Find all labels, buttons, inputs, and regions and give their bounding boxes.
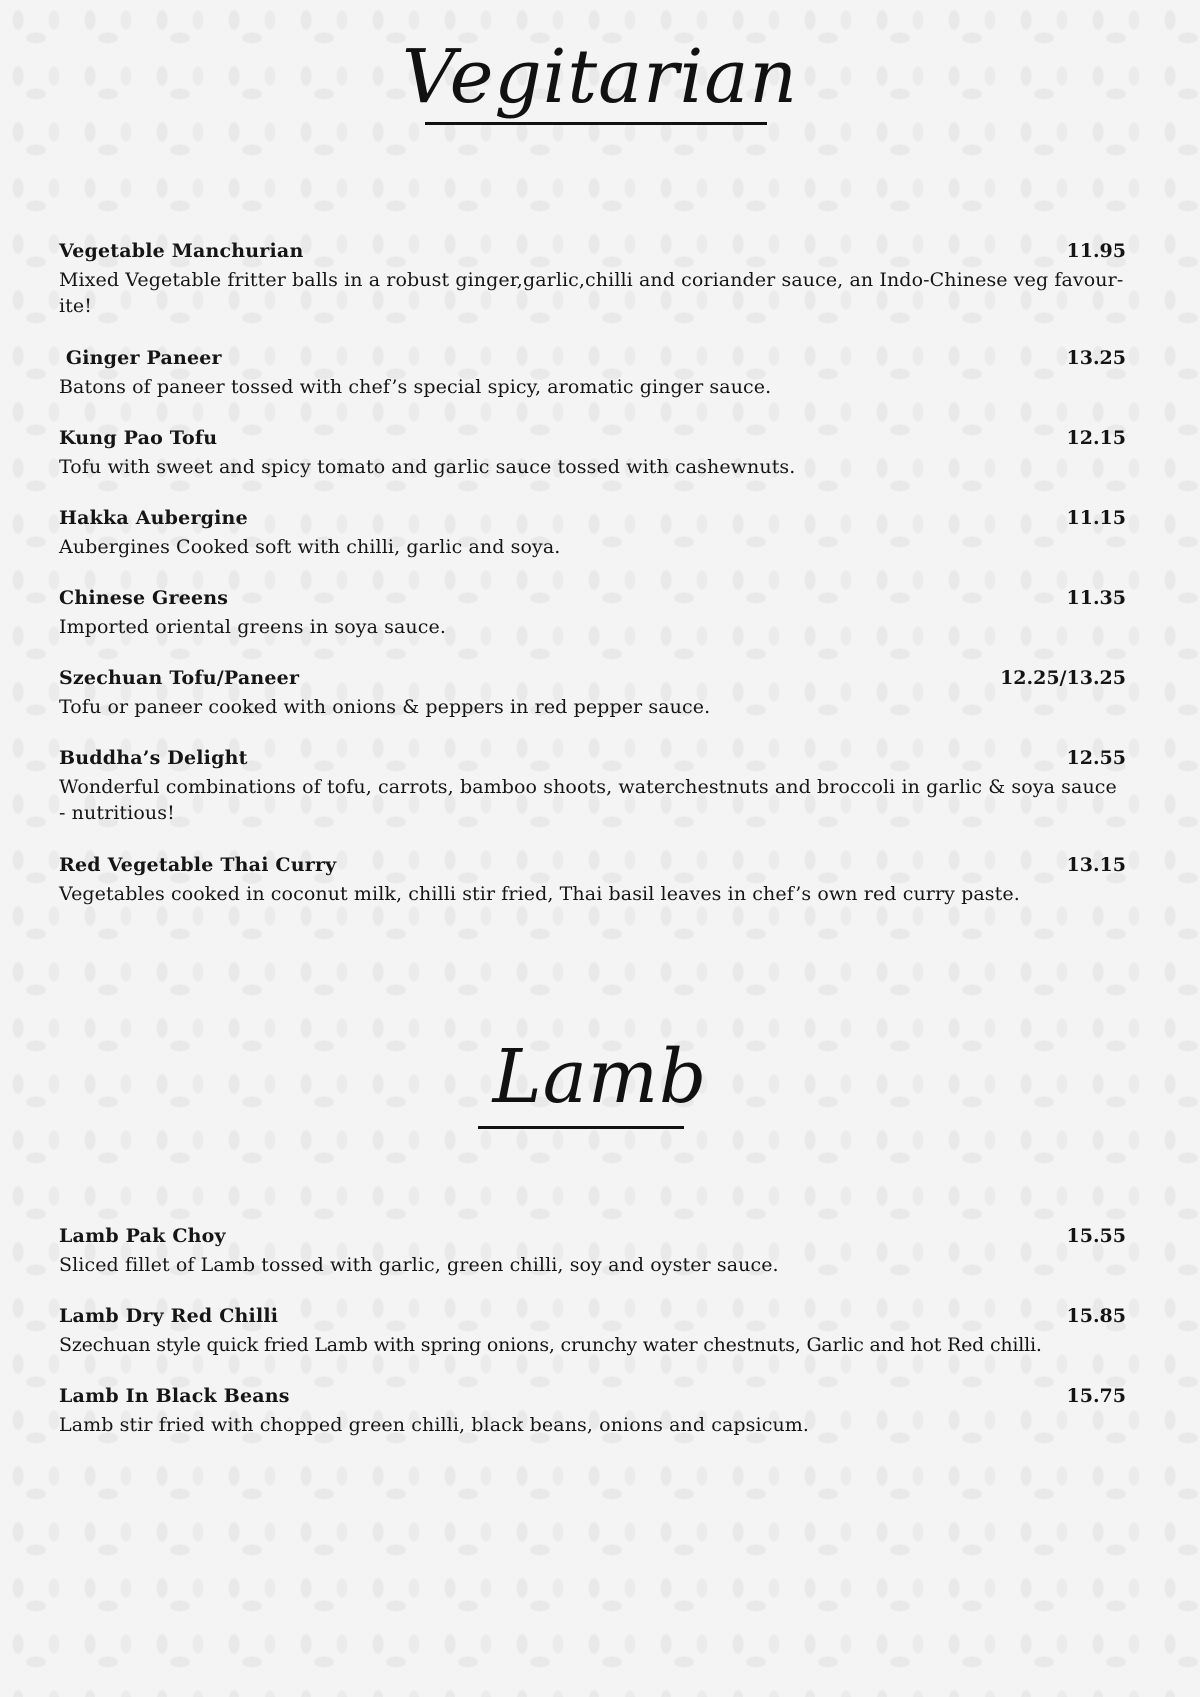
item-name: Ginger Paneer bbox=[59, 347, 222, 369]
vegetarian-title-rule bbox=[425, 122, 767, 125]
item-desc: Sliced fillet of Lamb tossed with garlic, green chilli, soy and oyster sauce. bbox=[59, 1254, 779, 1276]
menu-item bbox=[59, 1385, 1126, 1438]
item-name: Lamb Pak Choy bbox=[59, 1225, 226, 1247]
menu-item bbox=[59, 240, 1126, 319]
item-price: 13.25 bbox=[1066, 347, 1126, 369]
item-desc: Vegetables cooked in coconut milk, chilli stir fried, Thai basil leaves in chef’s own red curry paste. bbox=[59, 883, 1020, 905]
vegetarian-title: Vegitarian bbox=[401, 34, 799, 120]
menu-item bbox=[59, 1225, 1126, 1278]
item-name: Chinese Greens bbox=[59, 587, 229, 609]
item-price: 12.25/13.25 bbox=[1000, 667, 1126, 689]
item-desc: Lamb stir fried with chopped green chilli, black beans, onions and capsicum. bbox=[59, 1414, 810, 1436]
lamb-title-rule bbox=[478, 1126, 684, 1129]
item-desc: Tofu or paneer cooked with onions & peppers in red pepper sauce. bbox=[59, 696, 711, 718]
item-name: Vegetable Manchurian bbox=[59, 240, 304, 262]
item-name: Kung Pao Tofu bbox=[59, 427, 218, 449]
lamb-title: Lamb bbox=[492, 1034, 708, 1120]
menu-item bbox=[59, 347, 1126, 400]
item-desc: Aubergines Cooked soft with chilli, garlic and soya. bbox=[59, 536, 561, 558]
menu-item bbox=[59, 667, 1126, 720]
item-desc: Tofu with sweet and spicy tomato and garlic sauce tossed with cashewnuts. bbox=[59, 456, 796, 478]
item-desc: Wonderful combinations of tofu, carrots, bamboo shoots, waterchestnuts and broccoli in garlic & soya sauce - nutritious! bbox=[59, 776, 1117, 824]
menu-item bbox=[59, 587, 1126, 640]
item-desc: Szechuan style quick fried Lamb with spring onions, crunchy water chestnuts, Garlic and hot Red chilli. bbox=[59, 1334, 1042, 1356]
item-name: Szechuan Tofu/Paneer bbox=[59, 667, 300, 689]
item-price: 15.75 bbox=[1066, 1385, 1126, 1407]
item-price: 11.35 bbox=[1066, 587, 1126, 609]
item-desc: Imported oriental greens in soya sauce. bbox=[59, 616, 446, 638]
item-name: Lamb In Black Beans bbox=[59, 1385, 290, 1407]
item-name: Lamb Dry Red Chilli bbox=[59, 1305, 279, 1327]
item-name: Buddha’s Delight bbox=[59, 747, 248, 769]
item-desc: Batons of paneer tossed with chef’s special spicy, aromatic ginger sauce. bbox=[59, 376, 772, 398]
item-price: 15.55 bbox=[1066, 1225, 1126, 1247]
item-price: 12.15 bbox=[1066, 427, 1126, 449]
menu-item bbox=[59, 427, 1126, 480]
item-price: 13.15 bbox=[1066, 854, 1126, 876]
item-name: Red Vegetable Thai Curry bbox=[59, 854, 337, 876]
menu-item bbox=[59, 854, 1126, 907]
item-price: 11.95 bbox=[1066, 240, 1126, 262]
menu-item bbox=[59, 1305, 1126, 1358]
item-price: 12.55 bbox=[1066, 747, 1126, 769]
item-desc: Mixed Vegetable fritter balls in a robust ginger,garlic,chilli and coriander sauce, an Indo-Chinese veg favour-ite! bbox=[59, 269, 1124, 317]
menu-item bbox=[59, 747, 1126, 826]
item-price: 15.85 bbox=[1066, 1305, 1126, 1327]
item-name: Hakka Aubergine bbox=[59, 507, 248, 529]
menu-item bbox=[59, 507, 1126, 560]
item-price: 11.15 bbox=[1066, 507, 1126, 529]
